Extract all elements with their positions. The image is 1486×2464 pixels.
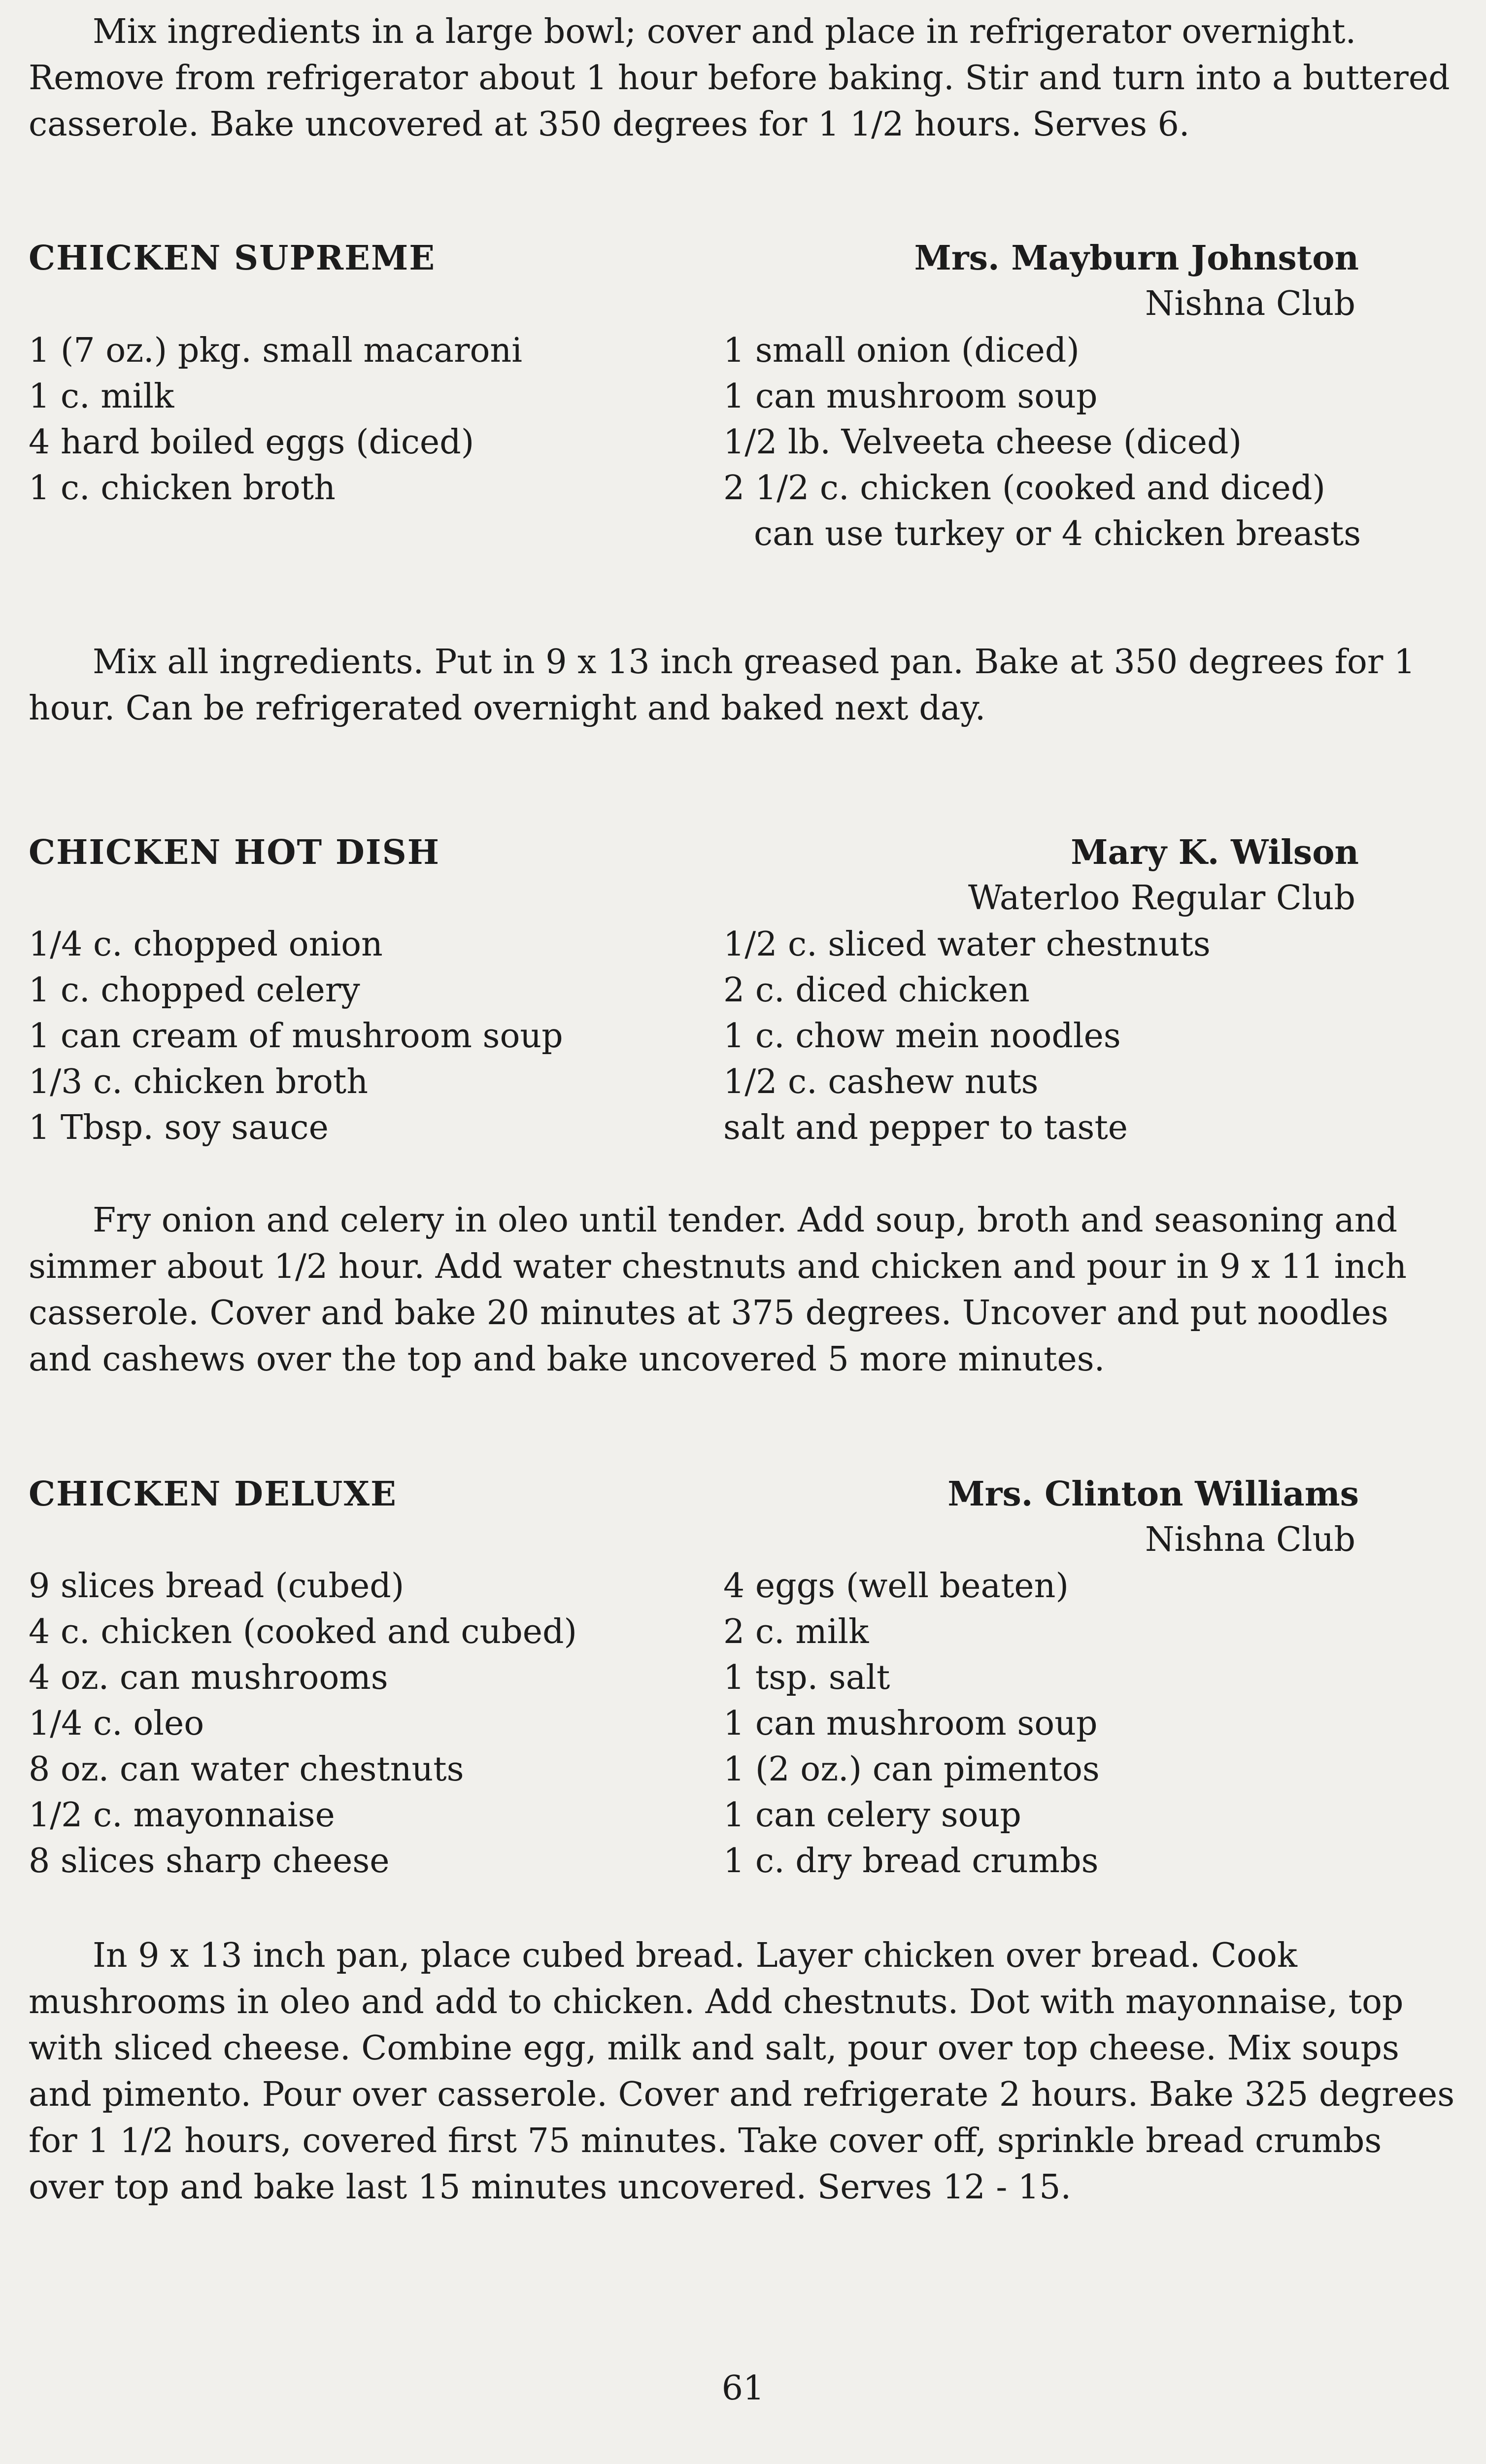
recipe-title: CHICKEN HOT DISH [29, 833, 440, 872]
ingredient: 4 c. chicken (cooked and cubed) [29, 1612, 577, 1651]
ingredient-column-left [29, 922, 709, 1151]
ingredient: 1 c. chow mein noodles [723, 1017, 1121, 1056]
recipe-directions: Mix all ingredients. Put in 9 x 13 inch greased pan. Bake at 350 degrees for 1 hour. Can be refrigerated overnight and baked next day. [29, 643, 1416, 728]
recipe-title-row [29, 1471, 1359, 1517]
ingredient: 1/2 c. mayonnaise [29, 1796, 335, 1835]
ingredient: 1 Tbsp. soy sauce [29, 1108, 329, 1147]
ingredient: 1/4 c. chopped onion [29, 925, 383, 964]
ingredient: 1 can mushroom soup [723, 1704, 1098, 1743]
ingredient: 1 (2 oz.) can pimentos [723, 1750, 1100, 1789]
page-number: 61 [721, 2369, 765, 2408]
recipe-title: CHICKEN SUPREME [29, 239, 436, 278]
ingredient: 1 (7 oz.) pkg. small macaroni [29, 331, 522, 370]
intro-directions: Mix ingredients in a large bowl; cover and place in refrigerator overnight. Remove from refrigerator about 1 hour before baking. Stir and turn into a buttered casserole. Bake uncovered at 350 degrees for 1 1/2 hours. Serves 6. [29, 12, 1450, 144]
ingredient: 8 slices sharp cheese [29, 1842, 390, 1881]
ingredient: 1 can mushroom soup [723, 377, 1098, 416]
recipe-title-row [29, 235, 1359, 281]
recipe-club: Nishna Club [1145, 1520, 1355, 1559]
recipe-author: Mrs. Mayburn Johnston [914, 239, 1359, 278]
ingredient: 1 c. chopped celery [29, 971, 360, 1010]
recipe-author: Mrs. Clinton Williams [947, 1474, 1359, 1514]
ingredient: 8 oz. can water chestnuts [29, 1750, 464, 1789]
ingredient: 2 1/2 c. chicken (cooked and diced) can use turkey or 4 chicken breasts [723, 469, 1361, 553]
ingredient: 1 c. dry bread crumbs [723, 1842, 1099, 1881]
ingredient-column-left [29, 328, 709, 511]
ingredient: 1/2 c. sliced water chestnuts [723, 925, 1211, 964]
ingredient: 2 c. diced chicken [723, 971, 1030, 1010]
ingredient: 1 c. milk [29, 377, 174, 416]
ingredient-column-right [723, 328, 1364, 557]
recipe-directions: Fry onion and celery in oleo until tender. Add soup, broth and seasoning and simmer about 1/2 hour. Add water chestnuts and chicken and pour in 9 x 11 inch casserole. Cover and bake 20 minutes at 375 degrees. Uncover and put noodles and cashews over the top and bake uncovered 5 more minutes. [29, 1201, 1407, 1379]
ingredient-column-right [723, 1563, 1364, 1884]
recipe-title: CHICKEN DELUXE [29, 1474, 397, 1514]
ingredient: 4 eggs (well beaten) [723, 1567, 1069, 1606]
ingredient: 1/3 c. chicken broth [29, 1062, 369, 1101]
ingredient: 1 can cream of mushroom soup [29, 1017, 563, 1056]
ingredient-column-left [29, 1563, 709, 1884]
recipe-club: Waterloo Regular Club [968, 879, 1355, 918]
ingredient: 1 c. chicken broth [29, 469, 336, 508]
ingredient-column-right [723, 922, 1364, 1151]
recipe-club: Nishna Club [1145, 284, 1355, 323]
ingredient: 2 c. milk [723, 1612, 869, 1651]
ingredient: 1 tsp. salt [723, 1658, 890, 1697]
recipe-directions: In 9 x 13 inch pan, place cubed bread. Layer chicken over bread. Cook mushrooms in oleo and add to chicken. Add chestnuts. Dot with mayonnaise, top with sliced cheese. Combine egg, milk and salt, pour over top cheese. Mix soups and pimento. Pour over casserole. Cover and refrigerate 2 hours. Bake 325 degrees for 1 1/2 hours, covered first 75 minutes. Take cover off, sprinkle bread crumbs over top and bake last 15 minutes uncovered. Serves 12 - 15. [29, 1936, 1455, 2207]
ingredient: 1 can celery soup [723, 1796, 1021, 1835]
ingredient: salt and pepper to taste [723, 1108, 1128, 1147]
ingredient: 1/2 c. cashew nuts [723, 1062, 1039, 1101]
ingredient: 4 hard boiled eggs (diced) [29, 423, 474, 462]
ingredient: 1/4 c. oleo [29, 1704, 204, 1743]
ingredient: 1/2 lb. Velveeta cheese (diced) [723, 423, 1242, 462]
recipe-author: Mary K. Wilson [1071, 833, 1359, 872]
ingredient: 4 oz. can mushrooms [29, 1658, 388, 1697]
recipe-title-row [29, 829, 1359, 876]
ingredient: 9 slices bread (cubed) [29, 1567, 405, 1606]
ingredient: 1 small onion (diced) [723, 331, 1080, 370]
